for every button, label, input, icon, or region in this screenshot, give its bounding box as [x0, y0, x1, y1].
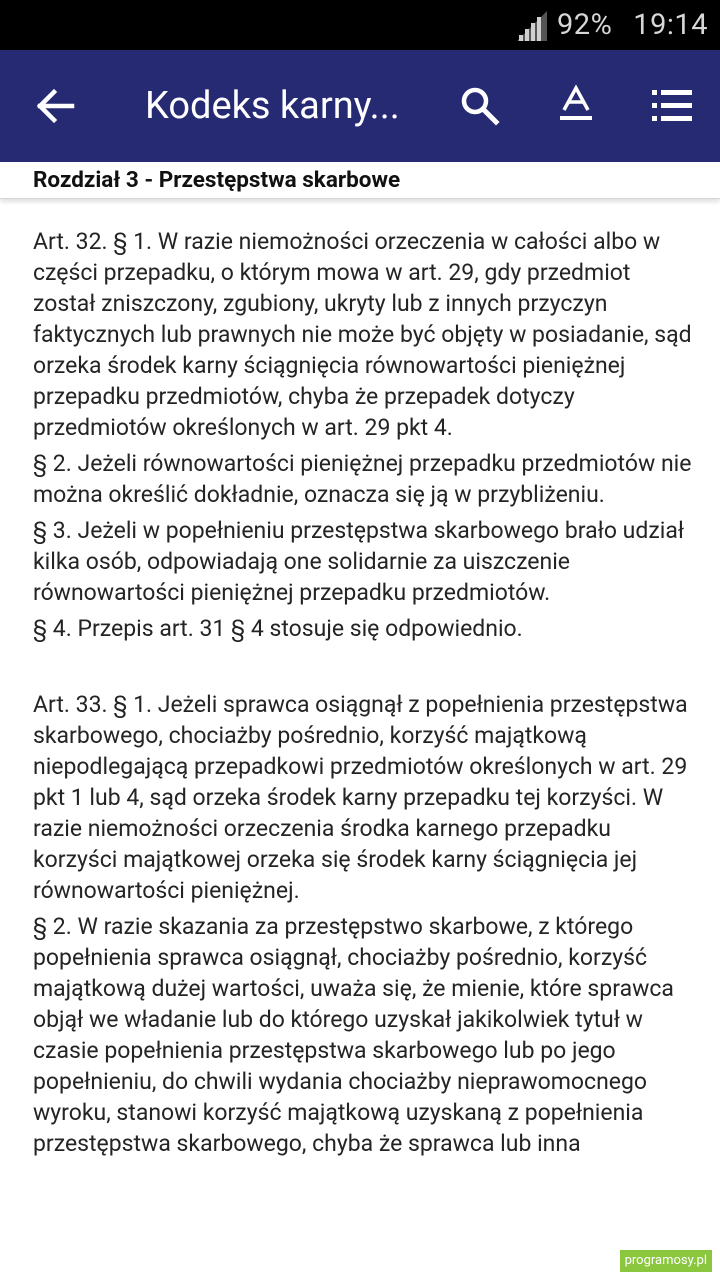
article-paragraph: Art. 32. § 1. W razie niemożności orzeczenia w całości albo w części przepadku, o którym mowa w art. 29, gdy przedmiot został zniszczony, zgubiony, ukryty lub z innych przyczyn faktycznych lub prawnych nie może być objęty w posiadanie, sąd orzeka środek karny ściągnięcia równowartości pieniężnej przepadku przedmiotów, chyba że przepadek dotyczy przedmiotów określonych w art. 29 pkt 4.	[33, 228, 692, 441]
article-32	[33, 226, 693, 644]
list-menu-icon[interactable]	[650, 86, 694, 126]
watermark-badge: programosy.pl	[620, 1250, 712, 1272]
article-spacer	[33, 649, 693, 689]
cell-signal-icon	[517, 11, 547, 41]
article-paragraph: Art. 33. § 1. Jeżeli sprawca osiągnął z popełnienia przestępstwa skarbowego, chociażby pośrednio, korzyść majątkową niepodlegającą przepadkowi przedmiotów określonych w art. 29 pkt 1 lub 4, sąd orzeka środek karny przepadku tej korzyści. W razie niemożności orzeczenia środka karnego przepadku korzyści majątkowej orzeka się środek karny ściągnięcia jej równowartości pieniężnej.	[33, 691, 688, 904]
article-paragraph: § 3. Jeżeli w popełnieniu przestępstwa skarbowego brało udział kilka osób, odpowiadają one solidarnie za uiszczenie równowartości pieniężnej przepadku przedmiotów.	[33, 517, 685, 606]
battery-level: 92%	[557, 8, 613, 42]
page-title: Kodeks karny...	[145, 84, 400, 128]
article-paragraph: § 2. W razie skazania za przestępstwo skarbowe, z którego popełnienia sprawca osiągnął, chociażby pośrednio, korzyść majątkową dużej wartości, uważa się, że mienie, które sprawca objął we władanie lub do którego uzyskał jakikolwiek tytuł w czasie popełnienia przestępstwa skarbowego lub po jego popełnieniu, do chwili wydania chociażby nieprawomocnego wyroku, stanowi korzyść majątkową uzyskaną z popełnienia przestępstwa skarbowego, chyba że sprawca lub inna	[33, 913, 674, 1157]
app-bar	[0, 50, 720, 162]
chapter-header	[0, 162, 720, 199]
chapter-title: Rozdział 3 - Przestępstwa skarbowe	[33, 167, 401, 193]
text-size-icon[interactable]	[556, 84, 596, 128]
search-icon[interactable]	[458, 84, 502, 128]
article-paragraph: § 2. Jeżeli równowartości pieniężnej przepadku przedmiotów nie można określić dokładnie, oznacza się ją w przybliżeniu.	[33, 450, 692, 508]
status-clock: 19:14	[633, 8, 708, 42]
article-33	[33, 689, 693, 1159]
status-bar	[0, 0, 720, 50]
article-paragraph: § 4. Przepis art. 31 § 4 stosuje się odpowiednio.	[33, 615, 523, 642]
article-content	[33, 226, 693, 1164]
arrow-back-icon[interactable]	[34, 84, 78, 128]
